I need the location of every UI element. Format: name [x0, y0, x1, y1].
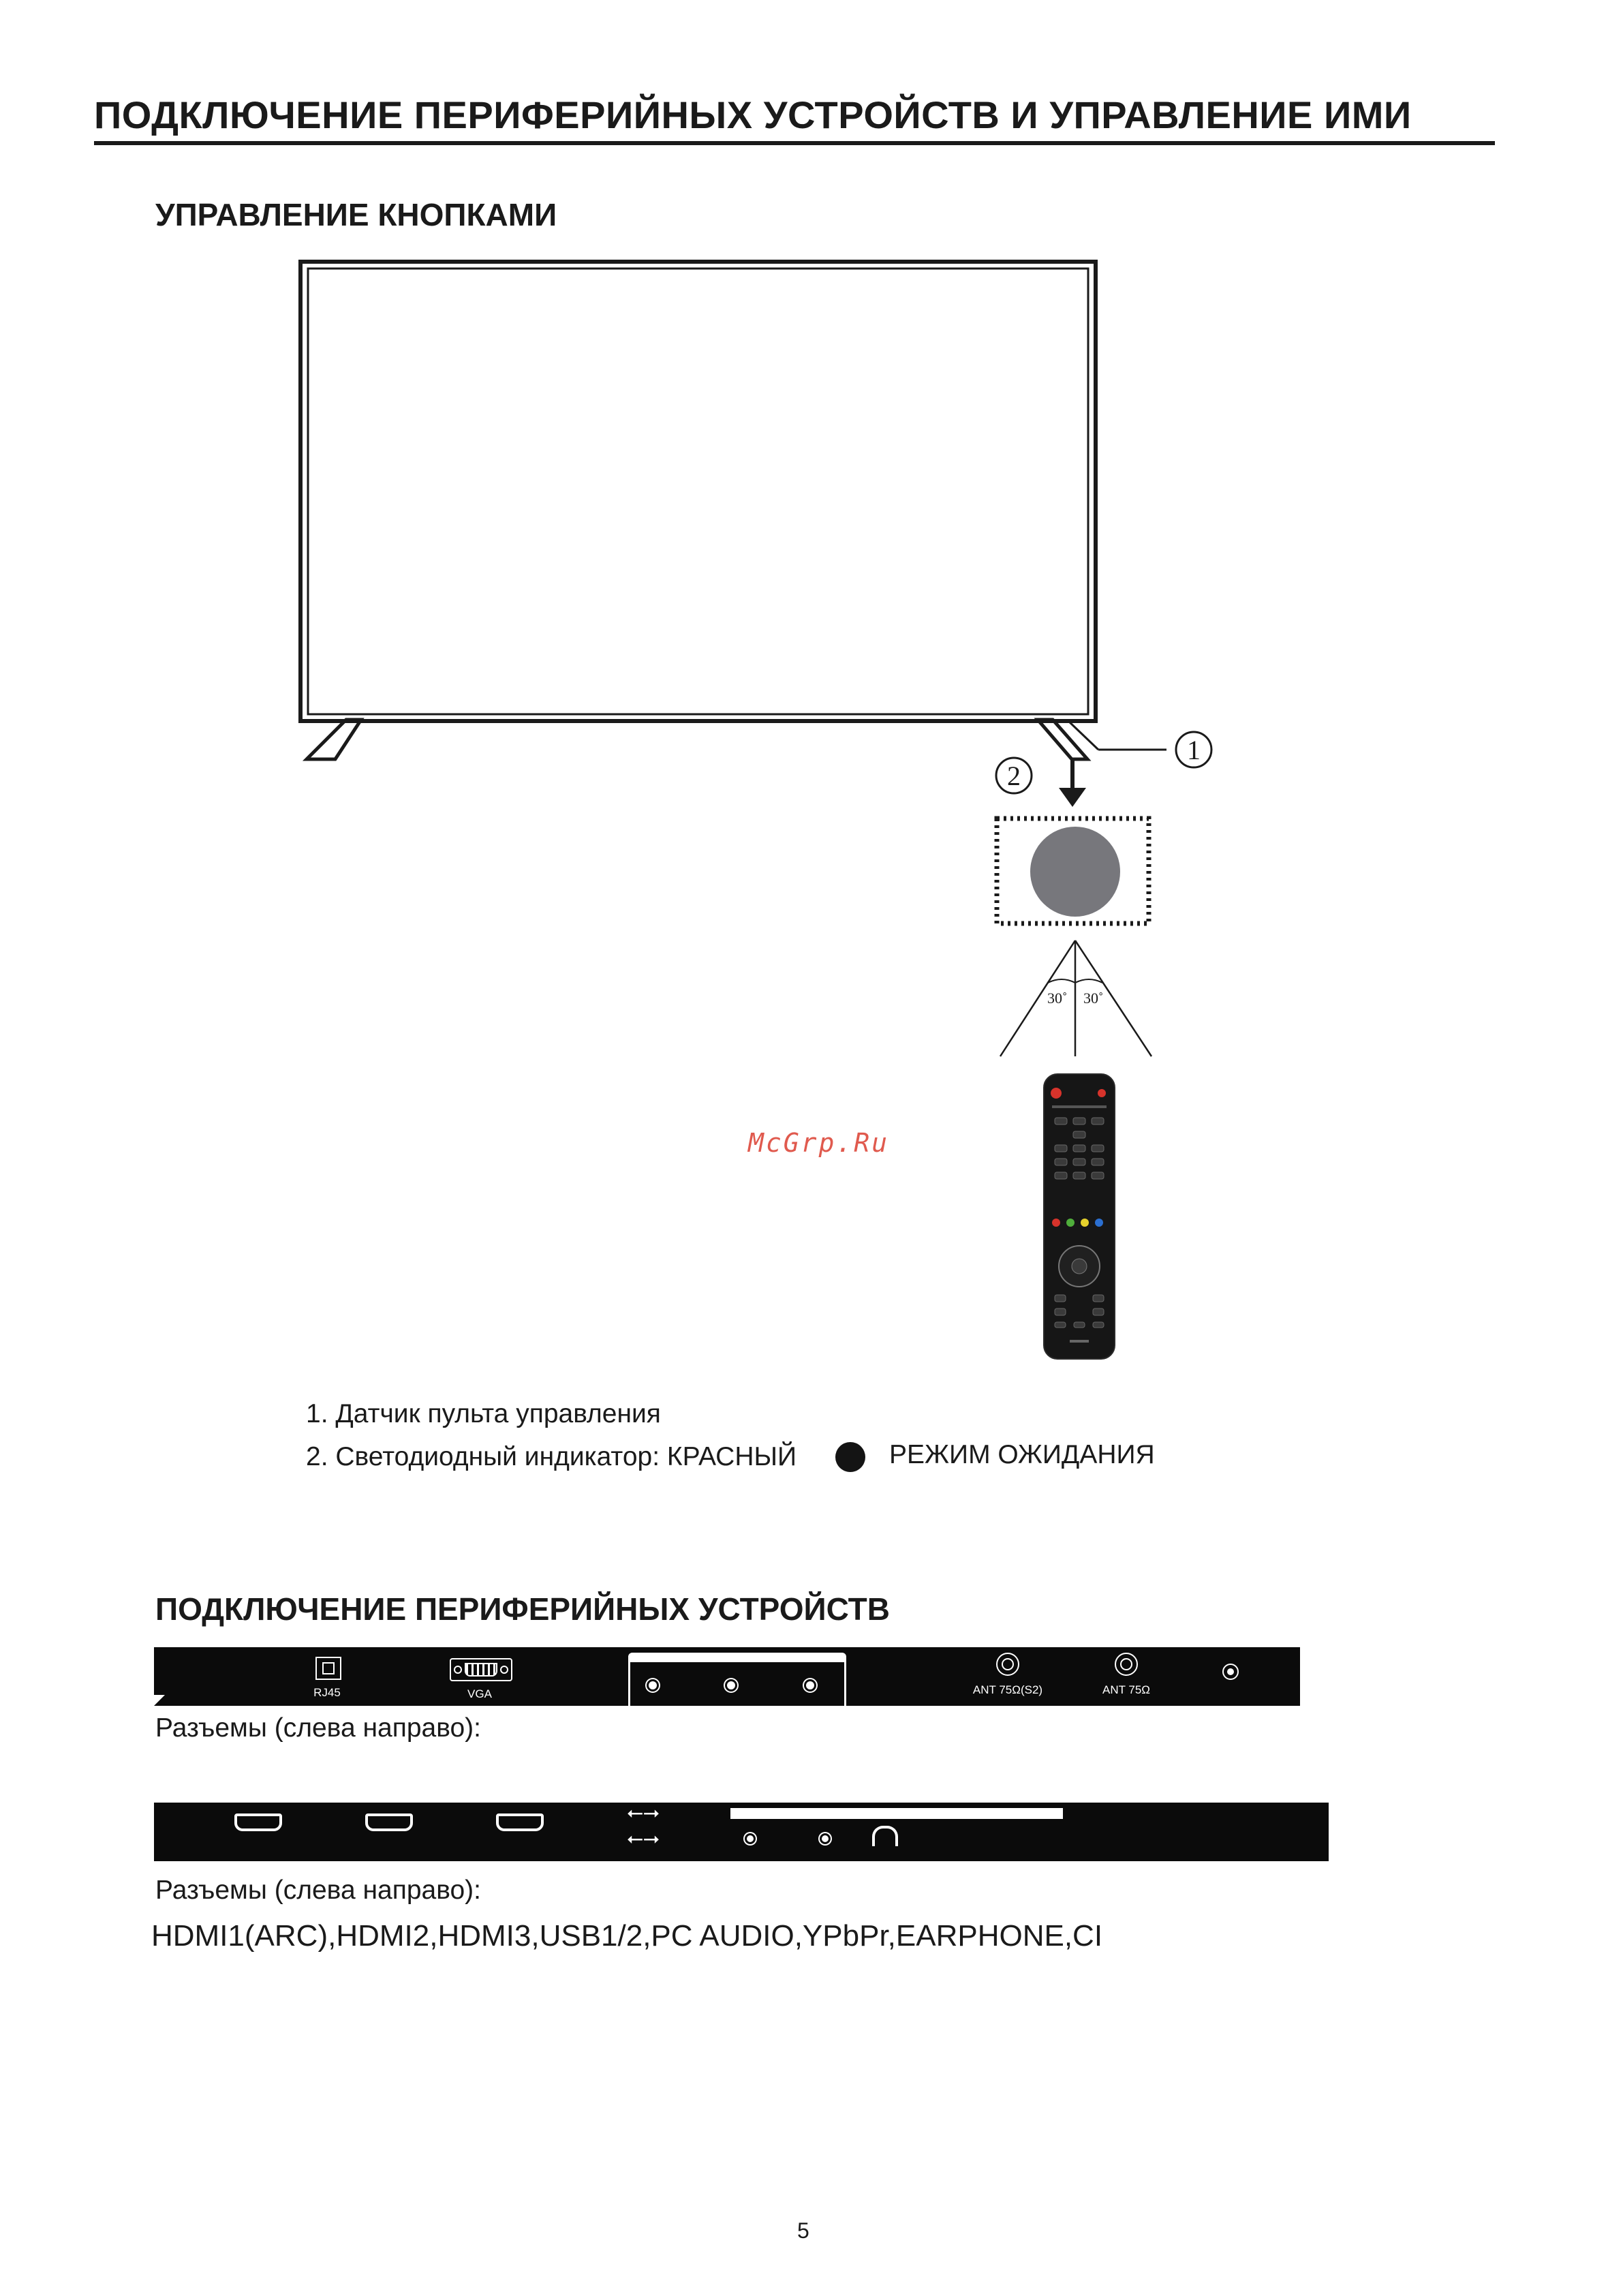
usb2-icon: ⭠⭢ — [627, 1827, 660, 1850]
vga-label: VGA — [467, 1687, 492, 1700]
remote-control — [1044, 1074, 1115, 1359]
av-input-group — [628, 1653, 846, 1711]
list-item-sensor: 1. Датчик пульта управления — [306, 1399, 661, 1428]
ant-port-icon — [1115, 1653, 1138, 1676]
ypbpr-jack-icon — [822, 1835, 829, 1842]
arrow-down-icon — [1059, 788, 1086, 807]
angle-label-right: 30˚ — [1083, 990, 1104, 1007]
ant-s2-port-icon — [996, 1653, 1019, 1676]
hdmi2-port-icon — [365, 1813, 413, 1831]
ant-label: ANT 75Ω — [1102, 1683, 1151, 1696]
ant-s2-label: ANT 75Ω(S2) — [972, 1683, 1043, 1696]
pc-audio-jack-icon — [747, 1835, 754, 1842]
angle-label-left: 30˚ — [1047, 990, 1068, 1007]
led-indicator-icon — [835, 1442, 865, 1472]
tv-frame — [300, 262, 1096, 721]
buttons-section-title: УПРАВЛЕНИЕ КНОПКАМИ — [155, 197, 557, 232]
callout-1-number: 1 — [1187, 735, 1201, 765]
extra-jack-icon — [1222, 1664, 1239, 1680]
vga-port-icon — [450, 1658, 512, 1681]
page-title: ПОДКЛЮЧЕНИЕ ПЕРИФЕРИЙНЫХ УСТРОЙСТВ И УПРАВЛЕНИЕ ИМИ — [94, 93, 1412, 136]
av-jack-2-icon — [727, 1681, 735, 1689]
usb1-icon: ⭠⭢ — [627, 1801, 660, 1824]
tv-stand-left — [307, 720, 361, 759]
panel2-caption: Разъемы (слева направо): — [155, 1876, 481, 1905]
callout-2-number: 2 — [1007, 761, 1021, 791]
list-item-led: 2. Светодиодный индикатор: КРАСНЫЙ — [306, 1442, 797, 1471]
remote-sensor — [1030, 827, 1120, 917]
watermark: McGrp.Ru — [748, 1128, 890, 1158]
tv-stand-right — [1038, 720, 1087, 759]
hdmi1-port-icon — [234, 1813, 282, 1831]
connector-panel-2 — [154, 1803, 1329, 1861]
rj45-port-icon — [315, 1657, 341, 1680]
rj45-label: RJ45 — [313, 1686, 341, 1699]
av-jack-1-icon — [649, 1681, 657, 1689]
page-number: 5 — [797, 2218, 809, 2243]
panel2-connectors-list: HDMI1(ARC),HDMI2,HDMI3,USB1/2,PC AUDIO,YPbPr,EARPHONE,CI — [151, 1919, 1103, 1953]
hdmi3-port-icon — [496, 1813, 544, 1831]
peripherals-section-title: ПОДКЛЮЧЕНИЕ ПЕРИФЕРИЙНЫХ УСТРОЙСТВ — [155, 1591, 890, 1627]
tv-screen — [308, 269, 1088, 714]
av-jack-3-icon — [806, 1681, 814, 1689]
ci-slot — [730, 1808, 1063, 1819]
standby-label: РЕЖИМ ОЖИДАНИЯ — [889, 1440, 1155, 1469]
panel1-caption: Разъемы (слева направо): — [155, 1713, 481, 1743]
earphone-icon — [872, 1826, 898, 1846]
connector-panel-1 — [154, 1647, 1300, 1706]
